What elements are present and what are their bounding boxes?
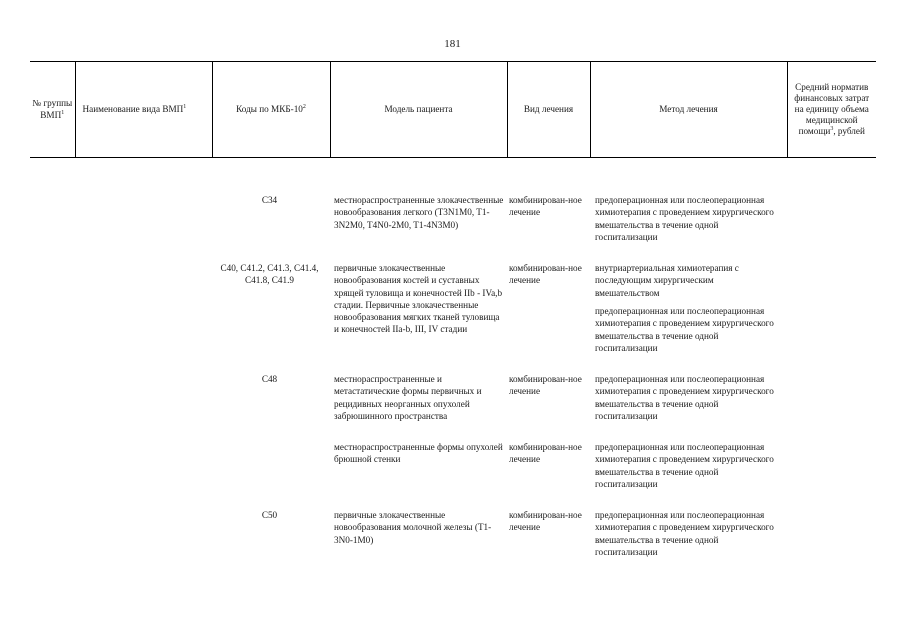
row-method: предоперационная или послеоперационная химиотерапия с проведением хирургического вмешательства в течение одной госпитализации bbox=[595, 374, 774, 421]
row-treatment-type: комбинирован-ное лечение bbox=[509, 442, 582, 465]
row-treatment-type: комбинирован-ное лечение bbox=[509, 195, 582, 218]
row-patient-model: первичные злокачественные новообразования молочной железы (T1-3N0-1M0) bbox=[334, 510, 492, 545]
row-treatment-type: комбинирован-ное лечение bbox=[509, 510, 582, 533]
column-header-name: Наименование вида ВМП$^1$ bbox=[75, 62, 212, 158]
row-method: предоперационная или послеоперационная химиотерапия с проведением хирургического вмешательства в течение одной госпитализации bbox=[595, 510, 774, 557]
row-code: C48 bbox=[261, 374, 278, 384]
table-header bbox=[30, 61, 876, 158]
row-code: C34 bbox=[261, 195, 278, 205]
row-patient-model: первичные злокачественные новообразования костей и суставных хрящей туловища и конечностей IIb - IVa,b стадии. Первичные злокачественные новообразования мягких тканей туловища и конечностей IIa-b, III, IV стадии bbox=[334, 263, 503, 335]
row-method: предоперационная или послеоперационная химиотерапия с проведением хирургического вмешательства в течение одной госпитализации bbox=[595, 306, 774, 353]
column-header-codes: Коды по МКБ-$10^2$ bbox=[212, 62, 330, 158]
row-code: C40, C41.2, C41.3, C41.4, C41.8, C41.9 bbox=[220, 263, 319, 286]
row-code: C50 bbox=[261, 510, 278, 520]
column-header-method: Метод лечения bbox=[590, 62, 787, 158]
row-patient-model: местнораспространенные злокачественные новообразования легкого (T3N1M0, T1-3N2M0, T4N0-2M0, T1-4N3M0) bbox=[334, 195, 504, 230]
row-patient-model: местнораспространенные и метастатические формы первичных и рецидивных неорганных опухолей забрюшинного пространства bbox=[334, 374, 482, 421]
row-treatment-type: комбинирован-ное лечение bbox=[509, 374, 582, 397]
row-method: предоперационная или послеоперационная химиотерапия с проведением хирургического вмешательства в течение одной госпитализации bbox=[595, 195, 774, 242]
row-method: внутриартериальная химиотерапия с последующим хирургическим вмешательством bbox=[595, 263, 739, 298]
row-method: предоперационная или послеоперационная химиотерапия с проведением хирургического вмешательства в течение одной госпитализации bbox=[595, 442, 774, 489]
column-header-group: № группы ВМП$^1$ bbox=[30, 62, 75, 158]
page-number: 181 bbox=[444, 38, 461, 50]
row-treatment-type: комбинирован-ное лечение bbox=[509, 263, 582, 286]
column-header-model: Модель пациента bbox=[330, 62, 507, 158]
column-header-cost: Средний норматив финансовых затрат на единицу объема медицинской помощи$^3$, рублей bbox=[787, 62, 876, 158]
row-patient-model: местнораспространенные формы опухолей брюшной стенки bbox=[334, 442, 503, 465]
column-header-treatment-type: Вид лечения bbox=[507, 62, 590, 158]
